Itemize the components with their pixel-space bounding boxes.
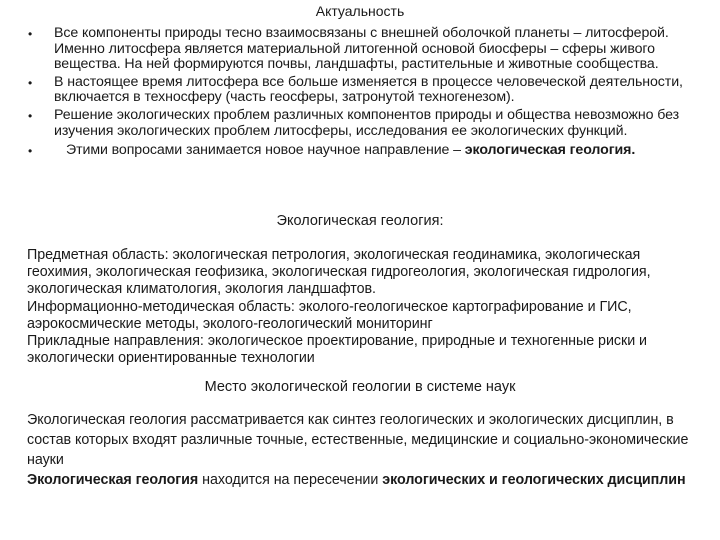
bullet-icon: • bbox=[28, 75, 33, 90]
scope-block bbox=[27, 247, 707, 367]
bullet-text: Решение экологических проблем различных компонентов природы и общества невозможно без изучения экологических проблем литосферы, исследования ее экологических функций. bbox=[54, 106, 680, 139]
bullet-bold-term: экологическая геология. bbox=[464, 142, 636, 159]
scope-applied-area: Прикладные направления: экологическое проектирование, природные и техногенные риски и экологически ориентированные технологии bbox=[27, 333, 647, 367]
conclusion-bold-end: экологических и геологических дисциплин bbox=[382, 472, 686, 488]
list-item bbox=[28, 143, 708, 159]
list-item bbox=[28, 26, 708, 73]
scope-subject-area: Предметная область: экологическая петрология, экологическая геодинамика, экологическая геохимия, экологическая геофизика, экологическая гидрогеология, экологическая гидрология, экологическая климатология, экология ландшафтов. bbox=[27, 247, 651, 298]
place-text: Экологическая геология рассматривается как синтез геологических и экологических дисциплин, в состав которых входят различные точные, естественные, медицинские и социально-экономические науки bbox=[27, 412, 689, 468]
bullet-icon: • bbox=[28, 108, 33, 123]
bullet-text: Все компоненты природы тесно взаимосвязаны с внешней оболочкой планеты – литосферой. Именно литосфера является материальной литогенной основой биосферы – сферы живого вещества. На ней формируются почвы, ландшафты, растительные и животные сообщества. bbox=[54, 25, 669, 73]
bullet-icon: • bbox=[28, 27, 33, 41]
bullet-icon: • bbox=[28, 144, 33, 159]
place-section-title: Место экологической геологии в системе наук bbox=[204, 379, 516, 395]
list-item bbox=[28, 75, 708, 106]
place-conclusion bbox=[27, 470, 707, 490]
relevance-list bbox=[28, 26, 708, 159]
place-block bbox=[27, 410, 707, 490]
list-item bbox=[28, 108, 708, 139]
bullet-text: В настоящее время литосфера все больше изменяется в процессе человеческой деятельности, включается в техносферу (часть геосферы, затронутой техногенезом). bbox=[54, 73, 683, 106]
conclusion-middle: находится на пересечении bbox=[198, 472, 383, 488]
page-title: Актуальность bbox=[315, 3, 405, 19]
section-subtitle: Экологическая геология: bbox=[276, 213, 444, 229]
scope-methods-area: Информационно-методическая область: эколого-геологическое картографирование и ГИС, аэрокосмические методы, эколого-геологический мониторинг bbox=[27, 298, 632, 332]
conclusion-bold-start: Экологическая геология bbox=[27, 472, 199, 488]
bullet-text: Этими вопросами занимается новое научное направление – bbox=[66, 142, 465, 159]
